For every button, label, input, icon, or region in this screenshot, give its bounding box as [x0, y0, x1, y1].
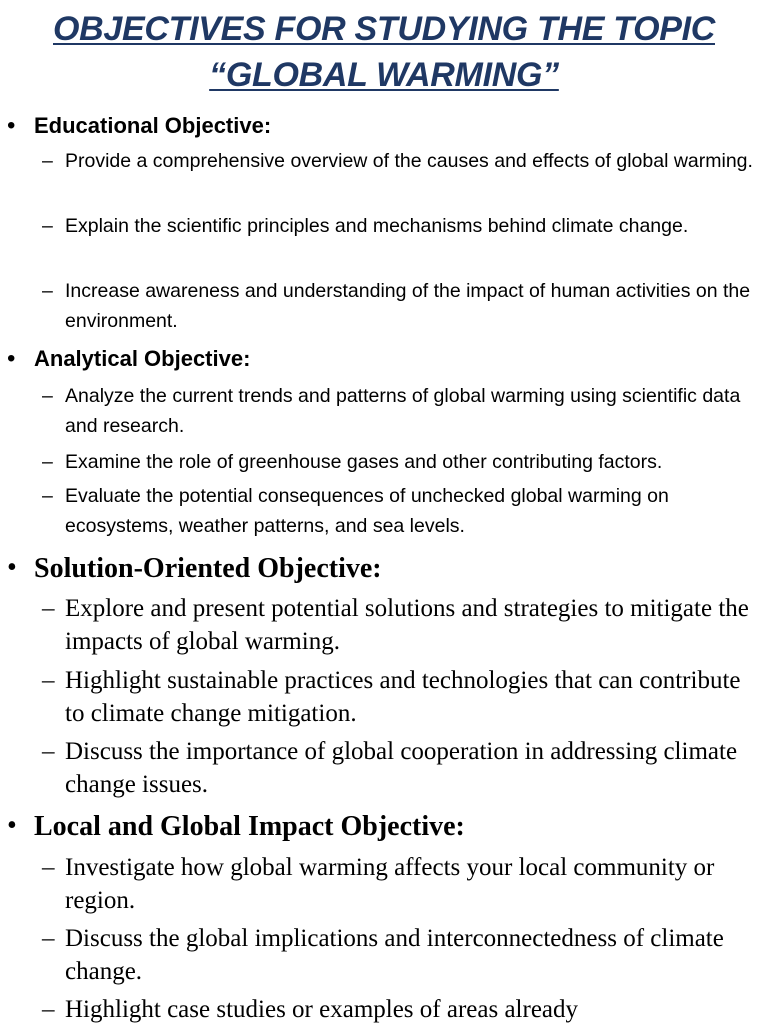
dash: –	[42, 280, 53, 302]
list-item-text: Explain the scientific principles and mechanisms behind climate change.	[65, 215, 689, 237]
list-item	[42, 146, 757, 176]
section-heading: Educational Objective:	[34, 113, 272, 138]
list-item	[42, 993, 757, 1026]
list-item	[42, 447, 757, 477]
list-item	[42, 276, 757, 336]
list-item-text: Analyze the current trends and patterns of global warming using scientific data and research.	[65, 385, 741, 437]
list-item-text: Highlight case studies or examples of areas already	[65, 996, 579, 1023]
list-item	[42, 922, 757, 988]
section-heading: Local and Global Impact Objective:	[34, 811, 465, 842]
dash: –	[42, 595, 55, 622]
dash: –	[42, 385, 53, 407]
dash: –	[42, 925, 55, 952]
list-item-text: Investigate how global warming affects your local community or region.	[65, 854, 715, 914]
section-heading: Solution-Oriented Objective:	[34, 553, 382, 584]
bullet: •	[7, 552, 17, 583]
page-title-line-2: “GLOBAL WARMING”	[209, 56, 559, 94]
list-item-text: Increase awareness and understanding of the impact of human activities on the environment.	[65, 280, 751, 332]
list-item-text: Explore and present potential solutions and strategies to mitigate the impacts of global warming.	[65, 595, 749, 655]
list-item	[42, 851, 757, 917]
dash: –	[42, 150, 53, 172]
section-heading: Analytical Objective:	[34, 346, 251, 371]
list-item	[42, 211, 757, 241]
bullet: •	[7, 112, 16, 139]
dash: –	[42, 667, 55, 694]
dash: –	[42, 996, 55, 1023]
list-item-text: Examine the role of greenhouse gases and other contributing factors.	[65, 451, 663, 473]
list-item	[42, 592, 757, 658]
list-item	[42, 381, 757, 441]
list-item	[42, 481, 757, 541]
dash: –	[42, 738, 55, 765]
dash: –	[42, 485, 53, 507]
dash: –	[42, 451, 53, 473]
bullet: •	[7, 345, 16, 372]
list-item	[42, 664, 757, 730]
dash: –	[42, 215, 53, 237]
list-item-text: Evaluate the potential consequences of unchecked global warming on ecosystems, weather patterns, and sea levels.	[65, 485, 669, 537]
list-item	[42, 735, 757, 801]
list-item-text: Discuss the importance of global cooperation in addressing climate change issues.	[65, 738, 738, 798]
bullet: •	[7, 810, 17, 841]
list-item-text: Provide a comprehensive overview of the causes and effects of global warming.	[65, 150, 753, 172]
list-item-text: Highlight sustainable practices and technologies that can contribute to climate change mitigation.	[65, 667, 741, 727]
dash: –	[42, 854, 55, 881]
list-item-text: Discuss the global implications and interconnectedness of climate change.	[65, 925, 724, 985]
page-title-line-1: OBJECTIVES FOR STUDYING THE TOPIC	[53, 10, 715, 48]
